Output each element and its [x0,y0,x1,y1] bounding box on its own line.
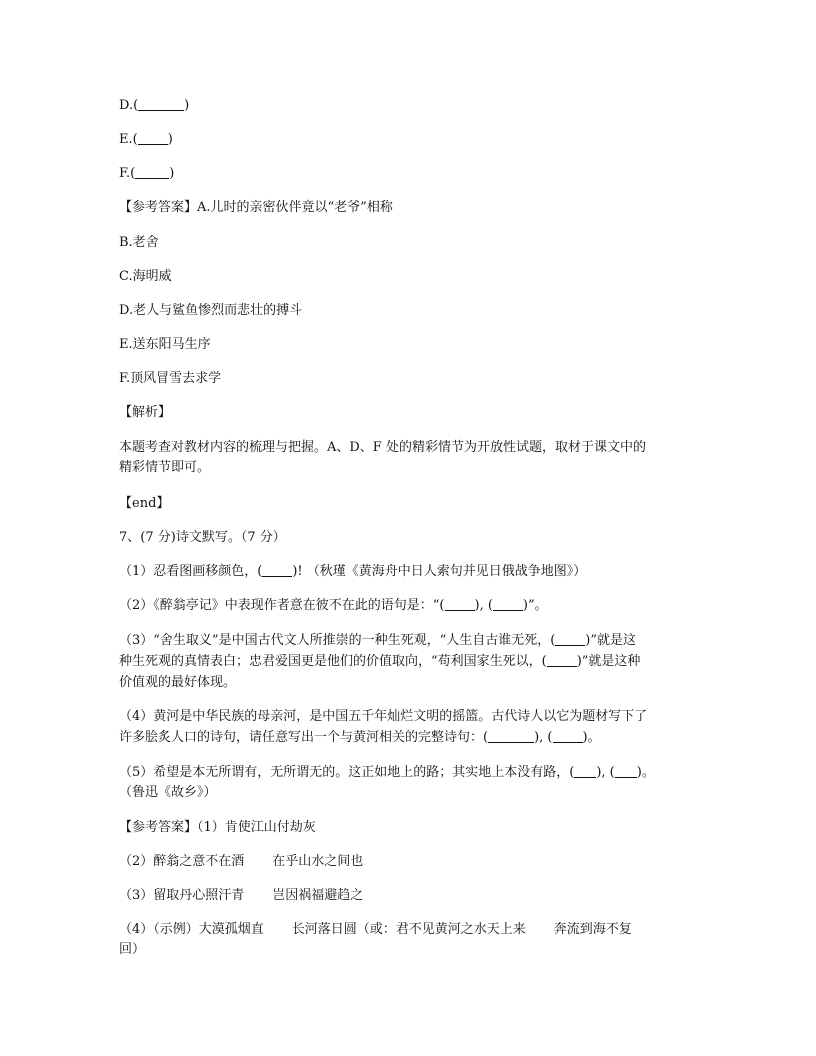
q3-line1-post: )”就是这 [585,633,636,648]
answer-7-item-4-part3: 奔流到海不复 [553,922,632,937]
answer-7-item-3-part1: （3）留取丹心照汗青 [119,888,245,903]
question-7-item-2 [119,596,699,616]
option-f-close: ) [169,166,175,181]
q2-text-pre: （2）《醉翁亭记》中表现作者意在彼不在此的语句是：“( [119,598,445,613]
question-7-item-1 [119,562,699,582]
q2-blank-2[interactable] [493,596,523,611]
question-7-item-4-line2 [119,728,699,748]
answer-7-item-4-line1 [119,920,699,940]
q4-line2-mid: ), ( [534,730,553,745]
option-f-label: F.( [119,166,136,181]
q1-text-pre: （1）忍看图画移颜色，( [119,564,263,579]
answer-7-item-2 [119,852,699,872]
answer-b: B.老舍 [119,235,159,250]
question-7-item-5-line1 [119,763,699,783]
q3-blank-2[interactable] [547,652,577,667]
q4-line2-post: )。 [582,730,601,745]
q5-line1-pre: （5）希望是本无所谓有，无所谓无的。这正如地上的路；其实地上本没有路，( [119,765,575,780]
answer-7-item-4-part1: （4）（示例）大漠孤烟直 [119,922,264,937]
q3-line2-post: )”就是这种 [576,654,641,669]
answer-7-item-4-line2: 回） [119,942,146,957]
question-7-item-4-line1: （4）黄河是中华民族的母亲河，是中国五千年灿烂文明的摇篮。古代诗人以它为题材写下了 [119,709,648,724]
q3-line2-pre: 种生死观的真情表白；忠君爱国更是他们的价值取向，“苟利国家生死以，( [119,654,547,669]
q3-blank-1[interactable] [555,631,585,646]
q5-line1-mid: ), ( [596,765,615,780]
question-7-title: 7、(7 分)诗文默写。（7 分） [119,530,286,545]
answer-7-item-2-part1: （2）醉翁之意不在酒 [119,854,245,869]
q2-text-post: )”。 [522,598,548,613]
answer-e: E.送东阳马生序 [119,337,211,352]
option-f-blank[interactable] [135,164,169,179]
answer-7-label: 【参考答案】 [119,820,198,835]
q4-line2-pre: 许多脍炙人口的诗句，请任意写出一个与黄河相关的完整诗句：( [119,730,489,745]
q4-blank-1[interactable] [488,728,534,743]
question-7-item-3-line3: 价值观的最好体现。 [119,675,237,690]
q5-blank-2[interactable] [615,763,637,778]
q3-line1-pre: （3）“舍生取义”是中国古代文人所推崇的一种生死观，“人生自古谁无死，( [119,633,556,648]
q1-blank[interactable] [262,562,292,577]
analysis-text-line2: 精彩情节即可。 [119,460,211,475]
question-7-item-5-line2: （鲁迅《故乡》） [119,785,217,800]
question-7-item-3-line2 [119,652,699,672]
answer-7-item-3-part2: 岂因祸福避趋之 [272,888,364,903]
answer-d: D.老人与鲨鱼惨烈而悲壮的搏斗 [119,303,303,318]
option-d-close: ) [184,98,190,113]
analysis-label: 【解析】 [119,405,172,420]
q2-blank-1[interactable] [445,596,475,611]
q2-text-mid: ), ( [474,598,493,613]
q5-blank-1[interactable] [574,763,596,778]
answer-7-line1 [119,818,699,838]
end-marker: 【end】 [119,496,170,511]
answer-7-item-4-part2: 长河落日圆（或：君不见黄河之水天上来 [291,922,526,937]
answer-label: 【参考答案】 [119,200,198,215]
answer-a: A.儿时的亲密伙伴竟以“老爷”相称 [197,200,393,215]
q1-text-post: )! （秋瑾《黄海舟中日人索句并见日俄战争地图》） [292,564,587,579]
answer-7-item-1: （1）肯使江山付劫灰 [197,820,316,835]
answer-f: F.顶风冒雪去求学 [119,371,222,386]
option-d-blank[interactable] [138,96,184,111]
analysis-text-line1: 本题考查对教材内容的梳理与把握。A、D、F 处的精彩情节为开放性试题，取材于课文中的 [119,440,646,455]
q5-line1-post: )。 [636,765,655,780]
option-d-line [119,96,699,116]
option-e-blank[interactable] [138,130,168,145]
option-f-line [119,164,699,184]
q4-blank-2[interactable] [553,728,583,743]
answer-c: C.海明威 [119,269,172,284]
option-e-label: E.( [119,132,138,147]
question-7-item-3-line1 [119,631,699,651]
answer-7-item-2-part2: 在乎山水之间也 [272,854,364,869]
answer-a-line [119,198,699,218]
option-d-label: D.( [119,98,139,113]
answer-7-item-3 [119,886,699,906]
option-e-close: ) [167,132,173,147]
option-e-line [119,130,699,150]
